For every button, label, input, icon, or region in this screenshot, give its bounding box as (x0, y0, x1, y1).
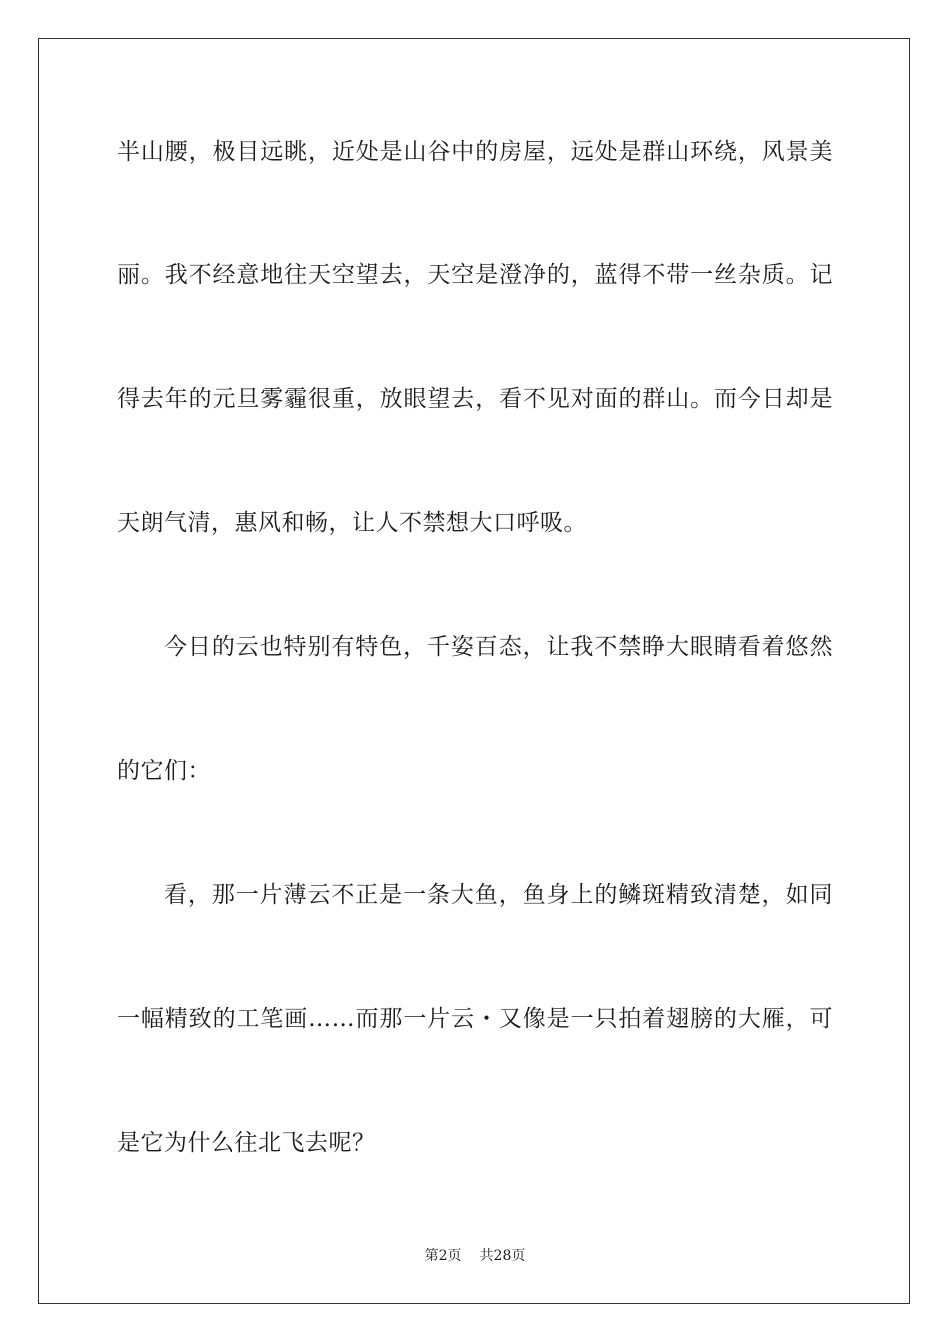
paragraph-line: 一幅精致的工笔画……而那一片云・又像是一只拍着翅膀的大雁，可 (117, 1006, 833, 1032)
paragraph-line: 半山腰，极目远眺，近处是山谷中的房屋，远处是群山环绕，风景美 (117, 139, 833, 165)
paragraph-line: 是它为什么往北飞去呢？ (117, 1130, 376, 1156)
paragraph-line: 丽。我不经意地往天空望去，天空是澄净的，蓝得不带一丝杂质。记 (117, 262, 833, 288)
paragraph-line: 今日的云也特别有特色，千姿百态，让我不禁睁大眼睛看着悠然 (164, 634, 833, 660)
paragraph-line: 的它们： (117, 758, 211, 784)
page-total: 共28页 (479, 1248, 526, 1264)
page-number: 第2页 (424, 1248, 462, 1264)
paragraph-line: 看，那一片薄云不正是一条大鱼，鱼身上的鳞斑精致清楚，如同 (164, 882, 833, 908)
page-border (38, 38, 910, 1304)
page-footer (0, 1247, 950, 1265)
paragraph-line: 得去年的元旦雾霾很重，放眼望去，看不见对面的群山。而今日却是 (117, 386, 833, 412)
paragraph-line: 天朗气清，惠风和畅，让人不禁想大口呼吸。 (117, 510, 587, 536)
